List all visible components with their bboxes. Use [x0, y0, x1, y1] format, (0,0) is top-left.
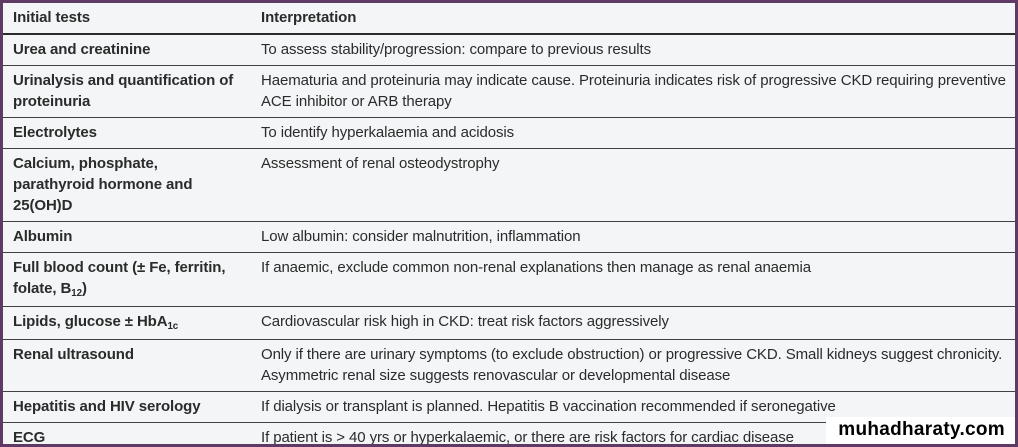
test-cell: Full blood count (± Fe, ferritin, folate, $B_{12}$): [13, 259, 226, 300]
interpretation-cell: To identify hyperkalaemia and acidosis: [261, 124, 515, 141]
interpretation-cell: Low albumin: consider malnutrition, inflammation: [261, 228, 581, 245]
test-cell: Renal ultrasound: [13, 346, 134, 363]
table-row: [3, 118, 1015, 149]
test-cell: ECG: [13, 429, 46, 446]
table-row: [3, 307, 1015, 340]
test-cell: Urinalysis and quantification of proteinuria: [13, 72, 234, 110]
interpretation-cell: Haematuria and proteinuria may indicate cause. Proteinuria indicates risk of progressive CKD requiring preventive ACE inhibitor or ARB therapy: [261, 72, 1006, 110]
interpretation-cell: Cardiovascular risk high in CKD: treat risk factors aggressively: [261, 313, 669, 330]
table-row: [3, 35, 1015, 66]
interpretation-cell: If anaemic, exclude common non-renal explanations then manage as renal anaemia: [261, 259, 812, 276]
interpretation-cell: If patient is > 40 yrs or hyperkalaemic, or there are risk factors for cardiac disease: [261, 429, 794, 446]
interpretation-cell: If dialysis or transplant is planned. Hepatitis B vaccination recommended if seronegative: [261, 398, 836, 415]
header-cell-initial-tests: Initial tests: [13, 9, 91, 26]
interpretation-cell: Assessment of renal osteodystrophy: [261, 155, 500, 172]
table-row: [3, 340, 1015, 392]
test-cell: Electrolytes: [13, 124, 97, 141]
test-cell: Urea and creatinine: [13, 41, 151, 58]
header-cell-interpretation: Interpretation: [261, 9, 357, 26]
interpretation-cell: Only if there are urinary symptoms (to exclude obstruction) or progressive CKD. Small kidneys suggest chronicity. Asymmetric renal size suggests renovascular or developmental disease: [261, 346, 1003, 384]
test-cell: Albumin: [13, 228, 73, 245]
table-row: [3, 149, 1015, 222]
test-cell: Hepatitis and HIV serology: [13, 398, 201, 415]
table-row: [3, 222, 1015, 253]
watermark: muhadharaty.com: [826, 417, 1015, 444]
interpretation-cell: To assess stability/progression: compare to previous results: [261, 41, 652, 58]
table-body: [3, 35, 1015, 447]
table-header-row: [3, 3, 1015, 35]
test-cell: Lipids, glucose ± HbA$_{1c}$: [13, 313, 179, 333]
table-row: [3, 253, 1015, 307]
table-row: [3, 66, 1015, 118]
test-cell: Calcium, phosphate, parathyroid hormone and 25(OH)D: [13, 155, 193, 214]
